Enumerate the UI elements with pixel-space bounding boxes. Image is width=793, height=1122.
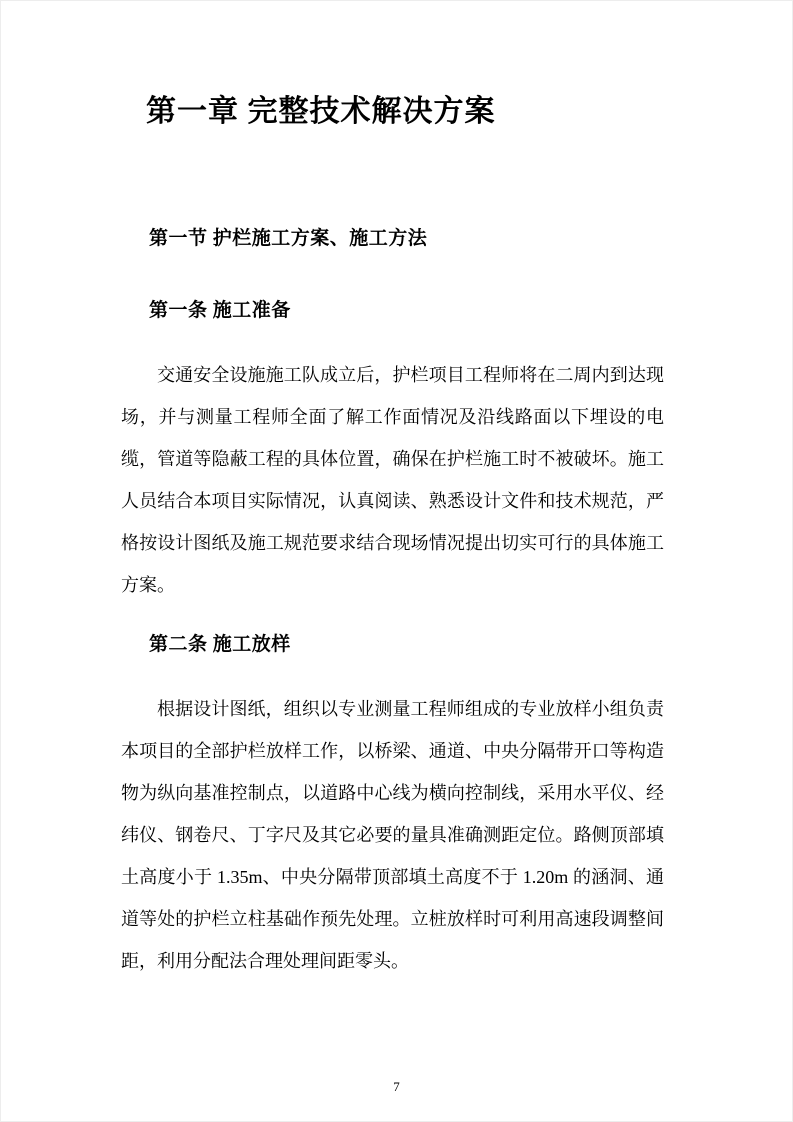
article-1-heading: 第一条 施工准备 bbox=[149, 300, 291, 321]
page-number: 7 bbox=[393, 1079, 400, 1094]
chapter-title: 第一章 完整技术解决方案 bbox=[146, 95, 496, 128]
section-heading: 第一节 护栏施工方案、施工方法 bbox=[149, 228, 428, 249]
article-2-heading: 第二条 施工放样 bbox=[149, 634, 291, 655]
article-1-body: 交通安全设施施工队成立后，护栏项目工程师将在二周内到达现场，并与测量工程师全面了解工作面情况及沿线路面以下埋设的电缆，管道等隐蔽工程的具体位置，确保在护栏施工时不被破坏。施工人员结合本项目实际情况，认真阅读、熟悉设计文件和技术规范，严格按设计图纸及施工规范要求结合现场情况提出切实可行的具体施工方案。 bbox=[121, 365, 664, 595]
article-2-body: 根据设计图纸，组织以专业测量工程师组成的专业放样小组负责本项目的全部护栏放样工作，以桥梁、通道、中央分隔带开口等构造物为纵向基准控制点，以道路中心线为横向控制线，采用水平仪、经纬仪、钢卷尺、丁字尺及其它必要的量具准确测距定位。路侧顶部填土高度小于 1.35m、中央分隔带顶部填土高度不于 1.20m 的涵洞、通道等处的护栏立柱基础作预先处理。立桩放样时可利用高速段调整间距，利用分配法合理处理间距零头。 bbox=[121, 699, 664, 971]
